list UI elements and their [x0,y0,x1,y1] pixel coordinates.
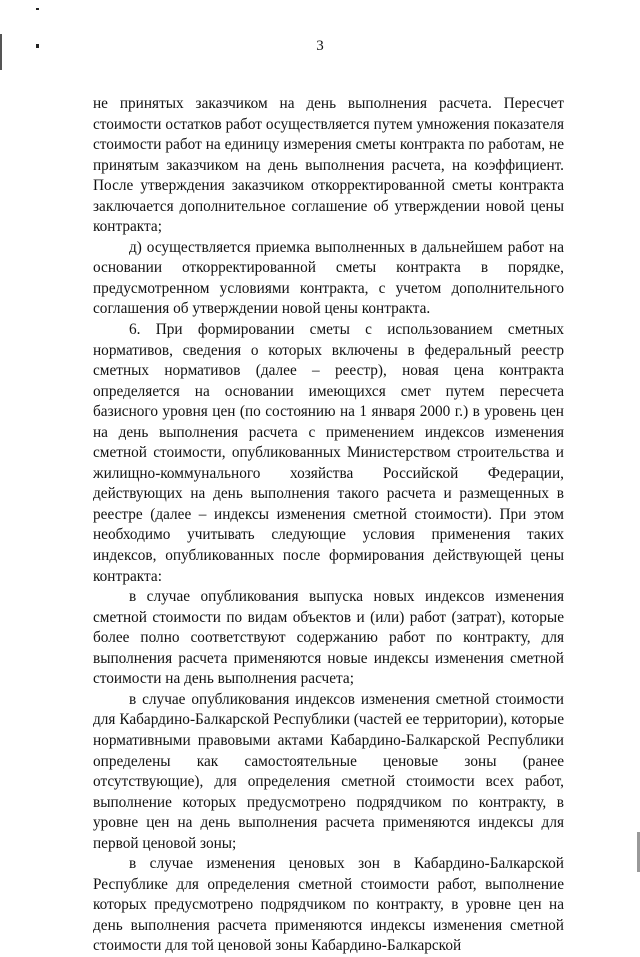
document-body [93,94,564,957]
paragraph: в случае изменения ценовых зон в Кабардино-Балкарской Республике для определения сметной стоимости работ, выполнение которых предусмотрено подрядчиком по контракту, в уровне цен на день выполнения расчета применяются индексы изменения сметной стоимости для той ценовой зоны Кабардино-Балкарской [93,855,564,955]
page-number: 3 [316,38,324,54]
paragraph: в случае опубликования индексов изменения сметной стоимости для Кабардино-Балкарской Республики (частей ее территории), которые нормативными правовыми актами Кабардино-Балкарской Республики определены как самостоятельные ценовые зоны (ранее отсутствующие), для определения сметной стоимости всех работ, выполнение которых предусмотрено подрядчиком по контракту, в уровне цен на день выполнения расчета применяются индексы для первой ценовой зоны; [93,690,564,852]
paragraph: не принятых заказчиком на день выполнения расчета. Пересчет стоимости остатков работ осуществляется путем умножения показателя стоимости работ на единицу измерения сметы контракта по работам, не принятым заказчиком на день выполнения расчета, на коэффициент. После утверждения заказчиком откорректированной сметы контракта заключается дополнительное соглашение об утверждении новой цены контракта; [93,95,564,236]
paragraph: д) осуществляется приемка выполненных в дальнейшем работ на основании откорректированной сметы контракта в порядке, предусмотренном условиями контракта, с учетом дополнительного соглашения об утверждении новой цены контракта. [93,238,564,318]
scan-artifact [36,8,39,10]
paragraph: в случае опубликования выпуска новых индексов изменения сметной стоимости по видам объектов и (или) работ (затрат), которые более полно соответствуют содержанию работ по контракту, для выполнения расчета применяются новые индексы изменения сметной стоимости на день выполнения расчета; [93,588,564,688]
paragraph: 6. При формировании сметы с использованием сметных нормативов, сведения о которых включены в федеральный реестр сметных нормативов (далее – реестр), новая цена контракта определяется на основании имеющихся смет путем пересчета базисного уровня цен (по состоянию на 1 января 2000 г.) в уровень цен на день выполнения расчета с применением индексов изменения сметной стоимости, опубликованных Министерством строительства и жилищно-коммунального хозяйства Российской Федерации, действующих на день выполнения такого расчета и размещенных в реестре (далее – индексы изменения сметной стоимости). При этом необходимо учитывать следующие условия применения таких индексов, опубликованных после формирования действующей цены контракта: [93,321,564,585]
